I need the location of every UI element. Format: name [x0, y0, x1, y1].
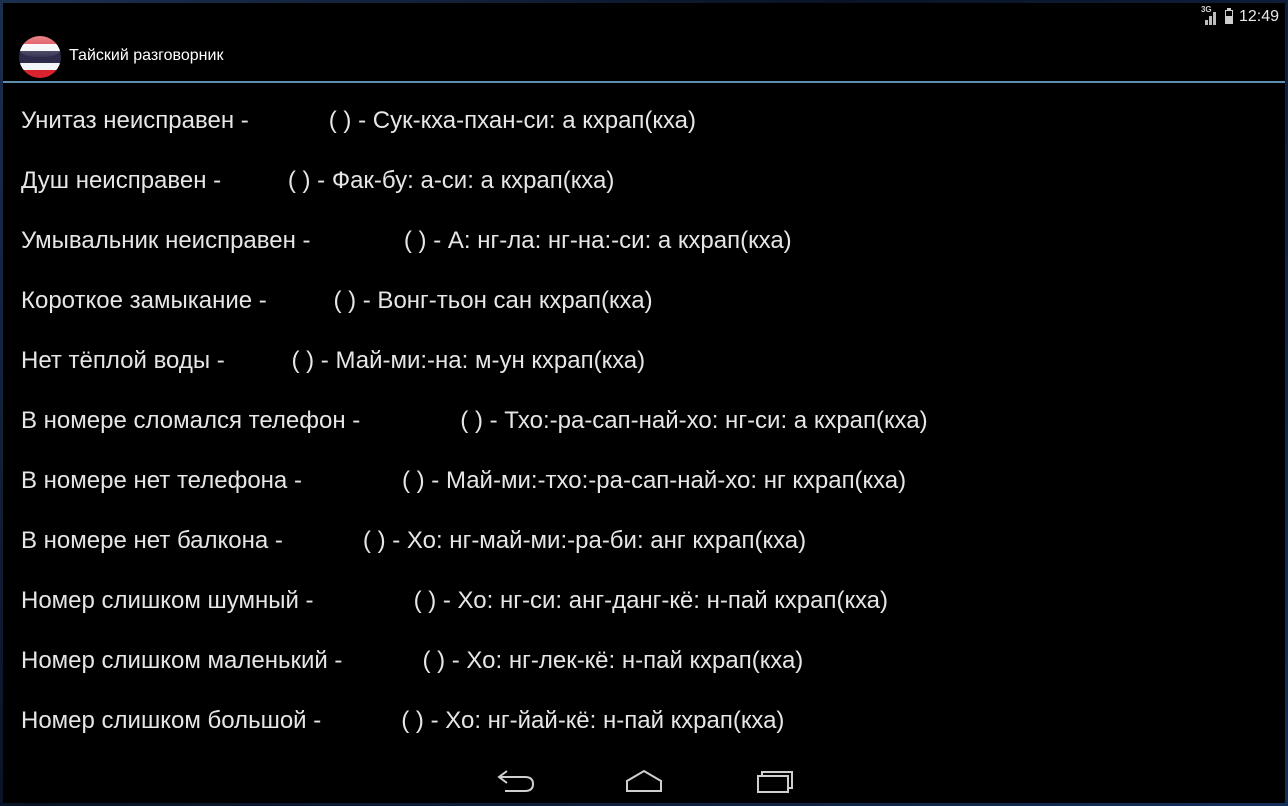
- phrase-row: [3, 91, 1285, 151]
- phrase-russian: Душ неисправен -: [21, 167, 222, 194]
- phrase-row: [3, 331, 1285, 391]
- recent-apps-icon: [749, 763, 799, 797]
- phrase-russian: Номер слишком шумный -: [21, 587, 314, 614]
- phrase-spacer: [221, 167, 288, 194]
- phrase-russian: В номере нет балкона -: [21, 527, 283, 554]
- status-bar: [3, 3, 1285, 31]
- phrase-spacer: [342, 647, 422, 674]
- battery-icon: [1225, 10, 1233, 24]
- thailand-flag-icon[interactable]: [19, 36, 61, 78]
- phrase-spacer: [249, 107, 329, 134]
- phrase-russian: В номере нет телефона -: [21, 467, 302, 494]
- phrase-russian: Умывальник неисправен -: [21, 227, 311, 254]
- phrase-row: [3, 151, 1285, 211]
- phrase-russian: Номер слишком маленький -: [21, 647, 343, 674]
- phrase-thai-transliteration: ( ) - А: нг-ла: нг-на:-си: а кхрап(кха): [403, 227, 792, 254]
- home-icon: [619, 763, 669, 797]
- phrase-row: [3, 511, 1285, 571]
- action-bar: [3, 31, 1285, 83]
- phrase-thai-transliteration: ( ) - Хо: нг-си: анг-данг-кё: н-пай кхрап(кха): [413, 587, 889, 614]
- phrase-russian: В номере сломался телефон -: [21, 407, 361, 434]
- recent-apps-button[interactable]: [749, 763, 799, 797]
- phrase-row: [3, 631, 1285, 691]
- phrase-row: [3, 391, 1285, 451]
- phrase-thai-transliteration: ( ) - Вонг-тьон сан кхрап(кха): [333, 287, 653, 314]
- phrase-russian: Унитаз неисправен -: [21, 107, 249, 134]
- phrase-spacer: [321, 707, 401, 734]
- phrase-row: [3, 571, 1285, 631]
- network-type-label: 3G: [1200, 5, 1212, 14]
- status-icons: [1200, 5, 1279, 27]
- phrase-row: [3, 451, 1285, 511]
- phrase-spacer: [360, 407, 460, 434]
- phrase-row: [3, 211, 1285, 271]
- home-button[interactable]: [619, 763, 669, 797]
- phrase-spacer: [225, 347, 292, 374]
- app-title: Тайский разговорник: [69, 47, 224, 64]
- phrase-list: [3, 91, 1285, 751]
- back-icon: [491, 763, 541, 797]
- phrase-thai-transliteration: ( ) - Хо: нг-йай-кё: н-пай кхрап(кха): [401, 707, 785, 734]
- phrase-spacer: [302, 467, 402, 494]
- phrase-spacer: [283, 527, 363, 554]
- phrase-thai-transliteration: ( ) - Тхо:-ра-сап-най-хо: нг-си: а кхрап(кха): [460, 407, 928, 434]
- signal-icon: [1200, 5, 1219, 25]
- phrase-spacer: [314, 587, 414, 614]
- phrase-spacer: [311, 227, 404, 254]
- phrase-thai-transliteration: ( ) - Май-ми:-тхо:-ра-сап-най-хо: нг кхрап(кха): [401, 467, 907, 494]
- phrase-thai-transliteration: ( ) - Хо: нг-май-ми:-ра-би: анг кхрап(кха): [362, 527, 807, 554]
- phrase-thai-transliteration: ( ) - Фак-бу: а-си: а кхрап(кха): [287, 167, 615, 194]
- phrase-row: [3, 691, 1285, 751]
- back-button[interactable]: [491, 763, 541, 797]
- phrase-spacer: [267, 287, 334, 314]
- clock: 12:49: [1238, 8, 1279, 25]
- phrase-row: [3, 271, 1285, 331]
- phrase-russian: Нет тёплой воды -: [21, 347, 225, 374]
- phrase-thai-transliteration: ( ) - Май-ми:-на: м-ун кхрап(кха): [291, 347, 646, 374]
- navigation-bar: [3, 755, 1285, 803]
- phrase-russian: Короткое замыкание -: [21, 287, 267, 314]
- phrase-russian: Номер слишком большой -: [21, 707, 322, 734]
- phrase-thai-transliteration: ( ) - Сук-кха-пхан-си: а кхрап(кха): [328, 107, 696, 134]
- phrase-thai-transliteration: ( ) - Хо: нг-лек-кё: н-пай кхрап(кха): [422, 647, 804, 674]
- screen: [3, 3, 1285, 803]
